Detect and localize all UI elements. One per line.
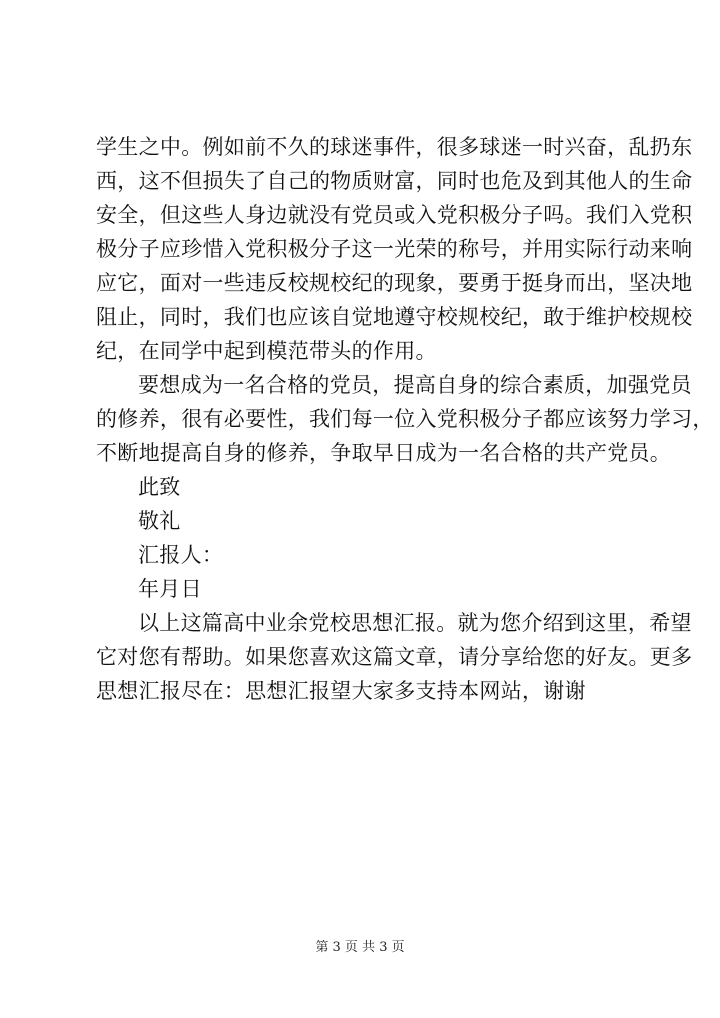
paragraph-2-line: 要想成为一名合格的党员，提高自身的综合素质，加强党员 bbox=[138, 373, 692, 397]
paragraph-1-line: 阻止，同时，我们也应该自觉地遵守校规校纪，敢于维护校规校 bbox=[96, 305, 693, 329]
paragraph-1-line: 西，这不但损失了自己的物质财富，同时也危及到其他人的生命 bbox=[96, 169, 693, 193]
paragraph-1 bbox=[96, 130, 693, 368]
paragraph-3-line: 思想汇报尽在：思想汇报望大家多支持本网站，谢谢 bbox=[96, 679, 586, 703]
date-label: 年月日 bbox=[138, 577, 202, 601]
paragraph-3 bbox=[96, 606, 693, 708]
paragraph-1-line: 纪，在同学中起到模范带头的作用。 bbox=[96, 339, 437, 363]
closing-regards: 敬礼 bbox=[138, 509, 181, 533]
closing-salutation: 此致 bbox=[138, 475, 181, 499]
paragraph-1-line: 安全，但这些人身边就没有党员或入党积极分子吗。我们入党积 bbox=[96, 203, 693, 227]
document-body bbox=[96, 130, 714, 708]
paragraph-3-line: 它对您有帮助。如果您喜欢这篇文章，请分享给您的好友。更多 bbox=[96, 645, 693, 669]
paragraph-2 bbox=[96, 368, 714, 470]
paragraph-1-line: 应它，面对一些违反校规校纪的现象，要勇于挺身而出，坚决地 bbox=[96, 271, 693, 295]
page-number: 第 3 页 共 3 页 bbox=[315, 940, 405, 955]
paragraph-2-line: 的修养，很有必要性，我们每一位入党积极分子都应该努力学习， bbox=[96, 407, 714, 431]
paragraph-1-line: 学生之中。例如前不久的球迷事件，很多球迷一时兴奋，乱扔东 bbox=[96, 135, 693, 159]
paragraph-2-line: 不断地提高自身的修养，争取早日成为一名合格的共产党员。 bbox=[96, 441, 672, 465]
reporter-label: 汇报人： bbox=[138, 543, 224, 567]
paragraph-3-line: 以上这篇高中业余党校思想汇报。就为您介绍到这里，希望 bbox=[138, 611, 692, 635]
paragraph-1-line: 极分子应珍惜入党积极分子这一光荣的称号，并用实际行动来响 bbox=[96, 237, 693, 261]
page-footer bbox=[0, 939, 720, 957]
